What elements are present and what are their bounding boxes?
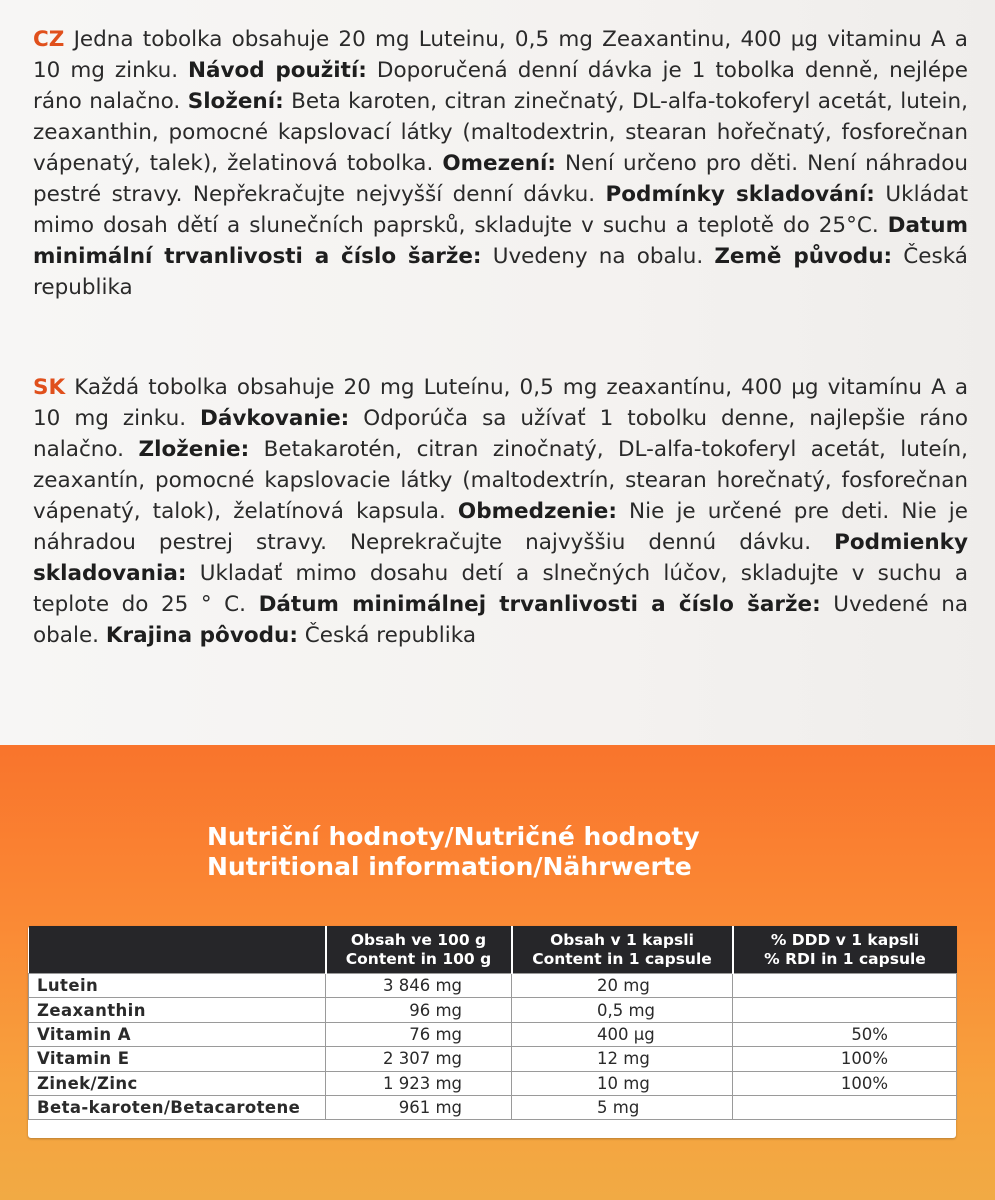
cz-text-4: Není určeno pro děti. Není náhradou pestré stravy. Nepřekračujte nejvyšší denní dávku. — [33, 151, 968, 207]
sk-text-1: Každá tobolka obsahuje 20 mg Luteínu, 0,5 mg zeaxantínu, 400 µg vitamínu A a 10 mg zinku. — [33, 375, 969, 431]
table-row — [29, 1071, 957, 1095]
rdi-per-capsule — [733, 974, 957, 998]
sk-heading-limitation: Obmedzenie: — [457, 499, 617, 524]
lang-code-cz: CZ — [33, 27, 65, 52]
content-per-capsule: 5 mg — [512, 1095, 733, 1119]
sk-text-7: Česká republika — [304, 623, 476, 648]
table-header-row — [29, 926, 957, 974]
rdi-per-capsule — [733, 998, 957, 1022]
header-per-capsule-line-2: Content in 1 capsule — [532, 950, 712, 968]
content-per-100g: 3 846 mg — [326, 974, 512, 998]
content-per-100g: 76 mg — [326, 1022, 512, 1046]
sk-heading-expiry: Dátum minimálnej trvanlivosti a číslo šarže: — [258, 592, 821, 617]
sk-text-6: Uvedené na obale. — [33, 592, 968, 648]
content-per-100g: 1 923 mg — [326, 1071, 512, 1095]
nutrition-title — [207, 822, 700, 882]
table-row — [29, 974, 957, 998]
cz-heading-limitation: Omezení: — [442, 151, 556, 176]
nutrient-name: Zinek/Zinc — [29, 1071, 326, 1095]
table-row — [29, 998, 957, 1022]
header-rdi-line-1: % DDD v 1 kapsli — [770, 931, 920, 949]
czech-paragraph — [33, 24, 968, 303]
nutrition-table — [28, 926, 957, 1120]
header-rdi-line-2: % RDI in 1 capsule — [764, 950, 926, 968]
content-per-capsule: 12 mg — [512, 1047, 733, 1071]
content-per-100g: 961 mg — [326, 1095, 512, 1119]
nutrient-name: Lutein — [29, 974, 326, 998]
header-per-100g-line-1: Obsah ve 100 g — [350, 931, 487, 949]
rdi-per-capsule — [733, 1095, 957, 1119]
header-rdi — [733, 926, 957, 974]
table-row — [29, 1022, 957, 1046]
rdi-per-capsule: 100% — [733, 1047, 957, 1071]
nutrient-name: Vitamin E — [29, 1047, 326, 1071]
cz-text-5: Ukládat mimo dosah dětí a slunečních paprsků, skladujte v suchu a teplotě do 25°C. — [33, 182, 969, 238]
rdi-per-capsule: 50% — [733, 1022, 957, 1046]
sk-heading-composition: Zloženie: — [138, 437, 250, 462]
header-per-capsule — [512, 926, 733, 974]
content-per-100g: 2 307 mg — [326, 1047, 512, 1071]
nutrient-name: Zeaxanthin — [29, 998, 326, 1022]
sk-text-5: Ukladať mimo dosahu detí a slnečných lúčov, skladujte v suchu a teplote do 25 ° C. — [33, 561, 968, 617]
sk-heading-usage: Dávkovanie: — [200, 406, 350, 431]
cz-heading-storage: Podmínky skladování: — [605, 182, 875, 207]
header-nutrient — [29, 926, 326, 974]
cz-text-1: Jedna tobolka obsahuje 20 mg Luteinu, 0,5 mg Zeaxantinu, 400 µg vitaminu A a 10 mg zinku. — [33, 27, 968, 83]
content-per-capsule: 10 mg — [512, 1071, 733, 1095]
nutrient-name: Beta-karoten/Betacarotene — [29, 1095, 326, 1119]
lang-code-sk: SK — [33, 375, 66, 400]
nutrient-name: Vitamin A — [29, 1022, 326, 1046]
table-row — [29, 1095, 957, 1119]
cz-heading-expiry: Datum minimální trvanlivosti a číslo šarže: — [33, 213, 968, 269]
nutrition-title-line-2: Nutritional information/Nährwerte — [207, 852, 692, 881]
cz-heading-origin: Země původu: — [714, 244, 893, 269]
table-row — [29, 1047, 957, 1071]
cz-text-7: Česká republika — [33, 244, 968, 300]
content-per-capsule: 0,5 mg — [512, 998, 733, 1022]
sk-text-2: Odporúča sa užívať 1 tobolku denne, najlepšie ráno nalačno. — [33, 406, 968, 462]
sk-text-3: Betakarotén, citran zinočnatý, DL-alfa-tokoferyl acetát, luteín, zeaxantín, pomocné kapslovacie látky (maltodextrín, stearan horečnatý, fosforečnan vápenatý, talok), želatínová kapsula. — [33, 437, 969, 524]
content-per-capsule: 400 µg — [512, 1022, 733, 1046]
content-per-100g: 96 mg — [326, 998, 512, 1022]
header-per-100g-line-2: Content in 100 g — [345, 950, 492, 968]
header-per-100g — [326, 926, 512, 974]
sk-text-4: Nie je určené pre deti. Nie je náhradou pestrej stravy. Neprekračujte najvyššiu dennú dávku. — [33, 499, 968, 555]
rdi-per-capsule: 100% — [733, 1071, 957, 1095]
sk-heading-storage: Podmienky skladovania: — [33, 530, 968, 586]
nutrition-title-line-1: Nutriční hodnoty/Nutričné hodnoty — [207, 822, 700, 851]
nutrition-table-container — [28, 926, 956, 1138]
sk-heading-origin: Krajina pôvodu: — [105, 623, 298, 648]
cz-text-2: Doporučená denní dávka je 1 tobolka denně, nejlépe ráno nalačno. — [33, 58, 968, 114]
cz-heading-composition: Složení: — [187, 89, 284, 114]
cz-text-6: Uvedeny na obalu. — [492, 244, 704, 269]
header-per-capsule-line-1: Obsah v 1 kapsli — [550, 931, 694, 949]
content-per-capsule: 20 mg — [512, 974, 733, 998]
cz-text-3: Beta karoten, citran zinečnatý, DL-alfa-tokoferyl acetát, lutein, zeaxanthin, pomocné kapslovací látky (maltodextrin, stearan hořečnatý, fosforečnan vápenatý, talek), želatinová tobolka. — [33, 89, 968, 176]
cz-heading-usage: Návod použití: — [188, 58, 367, 83]
slovak-paragraph — [33, 372, 968, 651]
